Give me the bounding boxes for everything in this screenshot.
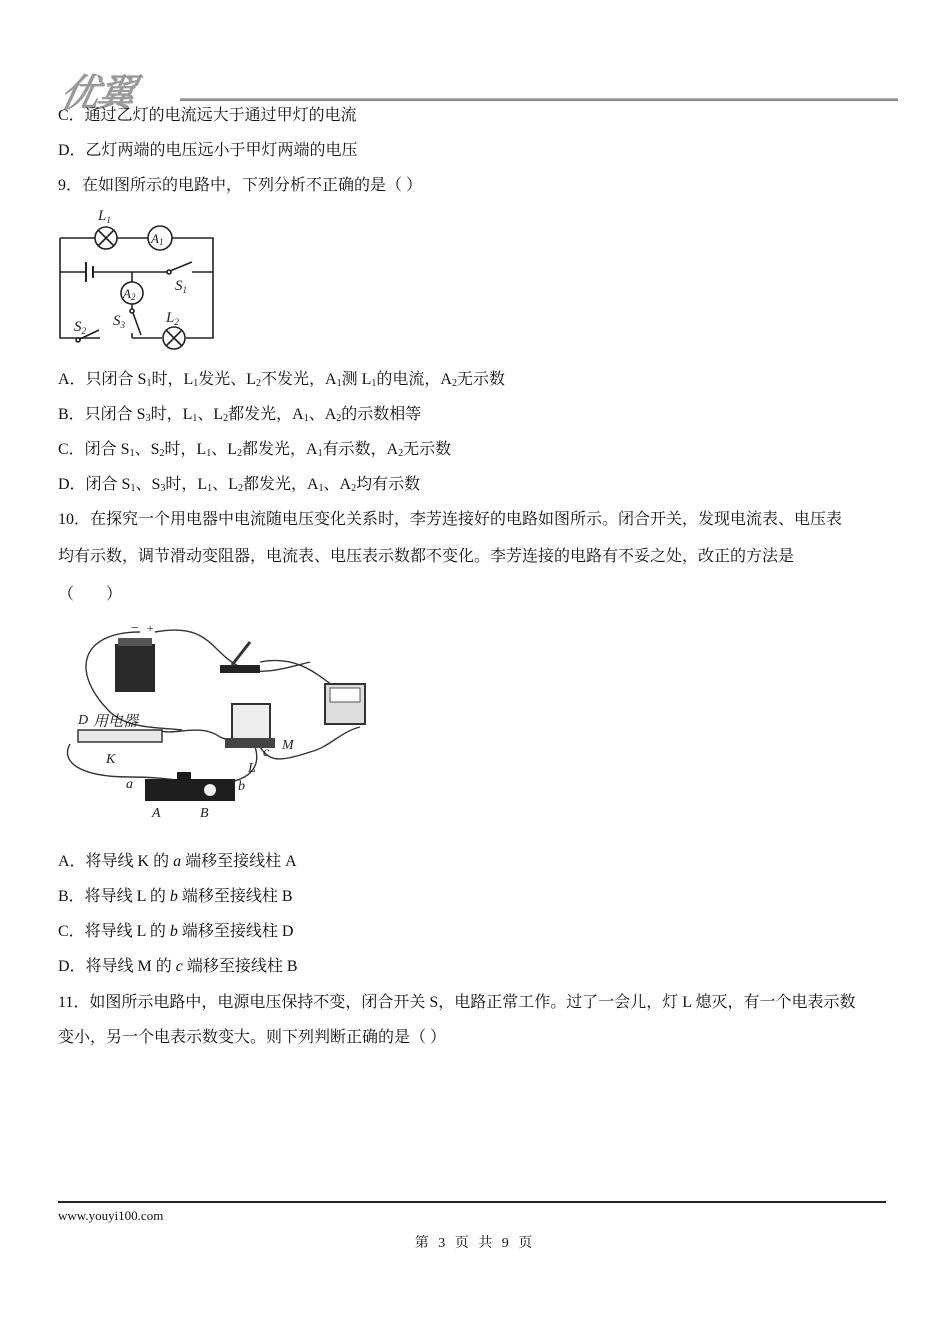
q10-option-b [58,887,293,907]
text-run: A．只闭合 S [58,371,147,388]
text-run: 不发光，A [261,371,337,388]
label-a1: A [151,231,159,246]
label-s1: S [175,278,183,294]
subscript: 1 [317,448,323,459]
text-run: 11．如图所示电路中，电源电压保持不变，闭合开关 S，电路正常工作。过了一会儿，灯 L 熄灭，有一个电表示数 [58,994,856,1011]
subscript: 2 [159,448,165,459]
label-l: L [248,761,256,776]
text-run: 、S [134,441,160,458]
q10-stem-line-2 [58,547,794,567]
subscript: 2 [336,413,342,424]
footer-url: www.youyi100.com [58,1208,164,1223]
svg-text:S3: $S_3$ [113,313,125,330]
italic-variable: a [173,853,182,870]
q10-stem-line-3 [58,585,122,605]
text-run: C．闭合 S [58,441,130,458]
text-run: 无示数 [456,371,505,388]
q11-stem-line-1 [58,993,856,1013]
text-run: 时，L [151,371,194,388]
footer-rule [58,1201,886,1203]
q11-stem-line-2 [58,1028,446,1048]
q9-stem [58,176,422,196]
subscript: 1 [192,413,198,424]
text-run: 的电流，A [376,371,452,388]
device-icon [78,730,162,742]
svg-text:L2: $L_2$ [166,310,179,327]
label-c-end: c [263,745,270,760]
subscript: 1 [193,378,199,389]
text-run: 均有示数，调节滑动变阻器，电流表、电压表示数都不变化。李芳连接的电路有不妥之处，改正的方法是 [58,548,795,565]
subscript: 3 [160,483,166,494]
ammeter-icon [232,704,270,739]
page-number: 第 3 页 共 9 页 [414,1236,536,1251]
battery-icon [86,262,93,282]
text-run: 、L [197,406,224,423]
q10-circuit-photo [60,612,380,827]
label-k: K [106,752,116,767]
subscript: 2 [223,413,229,424]
switch-icon [220,665,260,673]
text-run: 时，L [150,406,193,423]
text-run: B．将导线 L 的 [58,888,170,905]
label-plus: + [146,621,155,635]
text-run: 端移至接线柱 B [182,958,298,975]
text-run: 端移至接线柱 D [177,923,294,940]
text-run: 、A [323,476,352,493]
label-s3: S [113,313,121,329]
subscript: 1 [146,378,152,389]
text-run: B．只闭合 S [58,406,146,423]
q10-stem-line-1 [58,510,842,530]
label-a2: A [123,286,131,301]
q10-option-a [58,852,297,872]
q8-option-d [58,141,358,161]
label-l1: L [98,208,107,224]
label-s2: S [74,319,82,335]
label-terminal-a: A [152,806,161,821]
subscript: 1 [206,448,212,459]
text-run: 端移至接线柱 B [177,888,293,905]
text-run: 时，L [164,441,207,458]
header-rule [180,98,898,101]
subscript: 3 [145,413,151,424]
label-m: M [282,738,294,753]
subscript: 2 [237,448,243,459]
subscript: 2 [256,378,262,389]
q9-option-d [58,475,420,495]
battery-icon [115,644,155,692]
svg-text:S1: $S_1$ [175,278,187,295]
text-run: 测 L [341,371,372,388]
logo: 优翼 [56,71,138,115]
text-run: 有示数，A [322,441,399,458]
text-run: 都发光，A [228,406,304,423]
label-minus: − [130,621,140,636]
subscript: 1 [318,483,324,494]
label-d: D [78,713,89,728]
label-l2: L [166,310,175,326]
q9-circuit-diagram [0,195,240,360]
svg-text:A1: A1 [151,231,164,247]
label-a-end: a [126,777,133,792]
text-run: 均有示数 [356,476,421,493]
subscript: 2 [398,448,404,459]
text-run: 端移至接线柱 A [181,853,297,870]
subscript: 1 [130,483,136,494]
svg-text:L1: $L_1$ [98,208,111,225]
switch-s1-icon [170,262,192,271]
q10-option-d [58,957,298,977]
subscript: 2 [351,483,357,494]
text-run: 9．在如图所示的电路中，下列分析不正确的是（ ） [58,177,423,194]
italic-variable: b [169,888,178,905]
text-run: 都发光，A [242,441,318,458]
text-run: 时，L [165,476,208,493]
q9-option-c [58,440,451,460]
text-run: D．闭合 S [58,476,131,493]
subscript: 1 [336,378,342,389]
subscript: 2 [237,483,243,494]
text-run: C．将导线 L 的 [58,923,170,940]
label-b-end: b [238,779,245,794]
text-run: 、L [211,441,238,458]
label-terminal-b: B [200,806,209,821]
text-run: A．将导线 K 的 [58,853,174,870]
text-run: 10．在探究一个用电器中电流随电压变化关系时，李芳连接好的电路如图所示。闭合开关，发现电流表、电压表 [58,511,843,528]
label-device: 用电器 [93,714,139,730]
text-run: 、S [135,476,161,493]
q10-option-c [58,922,293,942]
svg-text:S2: $S_2$ [74,319,86,336]
q8-option-c [58,106,357,126]
subscript: 2 [451,378,457,389]
text-run: D．乙灯两端的电压远小于甲灯两端的电压 [58,142,358,159]
svg-text:A2: A2 [123,286,136,302]
subscript: 1 [371,378,377,389]
rheostat-icon [145,779,235,801]
text-run: 、L [212,476,238,493]
subscript: 1 [129,448,135,459]
switch-s3-icon [133,313,141,335]
q9-option-b [58,405,421,425]
text-run: 的示数相等 [341,406,422,423]
text-run: （ ） [58,586,123,603]
italic-variable: b [169,923,178,940]
q9-option-a [58,370,505,390]
text-run: 都发光，A [242,476,319,493]
text-run: 无示数 [403,441,452,458]
italic-variable: c [175,958,183,975]
subscript: 1 [303,413,309,424]
text-run: D．将导线 M 的 [58,958,176,975]
subscript: 1 [207,483,213,494]
text-run: 发光、L [198,371,257,388]
text-run: 变小，另一个电表示数变大。则下列判断正确的是（ ） [58,1029,447,1046]
text-run: 、A [308,406,337,423]
text-run: C．通过乙灯的电流远大于通过甲灯的电流 [58,107,357,124]
